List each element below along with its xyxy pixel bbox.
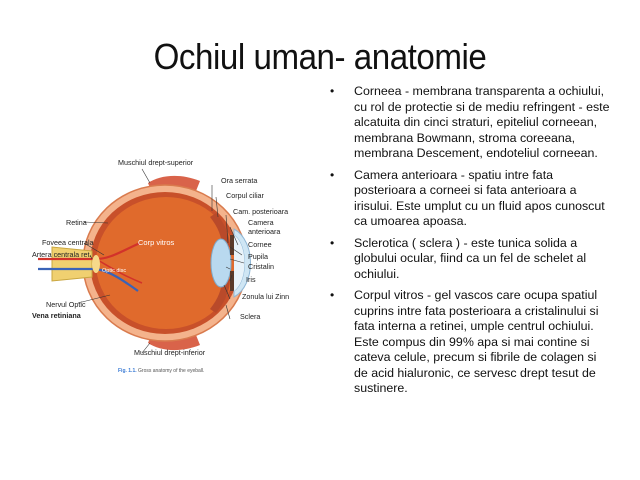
lens-shape (211, 239, 231, 287)
list-item (328, 168, 610, 230)
bullet-list (328, 84, 610, 403)
label-inferior-rectus: Muschiul drept-inferior (134, 348, 206, 357)
label-sclera: Sclera (240, 312, 261, 321)
label-superior-rectus: Muschiul drept-superior (118, 158, 194, 167)
bullet-text: Camera anterioara - spatiu intre fata posterioara a corneei si fata anterioara a irisului. Este umplut cu un fluid apos cunoscut ca umoarea apoasa. (354, 167, 605, 228)
list-item (328, 84, 610, 162)
label-optic-disc: Optic disc (102, 268, 127, 274)
optic-disc-shape (92, 255, 100, 273)
label-lens: Cristalin (248, 262, 274, 271)
label-iris: Iris (246, 275, 256, 284)
label-optic-nerve: Nervul Optic (46, 300, 86, 309)
slide-title: Ochiul uman- anatomie (153, 36, 487, 77)
label-ciliary-body: Corpul ciliar (226, 191, 264, 200)
figure-caption (118, 368, 204, 374)
label-retinal-vein: Vena retiniana (32, 311, 81, 320)
bullet-icon: • (330, 288, 335, 302)
bullet-text: Corneea - membrana transparenta a ochiului, cu rol de protectie si de mediu refringent - este alcatuita din cinci straturi, epiteliul corneean, membrana Bowmann, stroma coreeana, membrana Descement, endoteliul corneean. (354, 84, 610, 160)
caption-fig-number: Fig. 1.1. (118, 368, 137, 374)
label-posterior-chamber: Cam. posterioara (233, 207, 289, 216)
list-item (328, 288, 610, 397)
bullet-text: Corpul vitros - gel vascos care ocupa spatiul cuprins intre fata posterioara a cristalinului si fata interna a retinei, umple centrul ochiului. Este compus din 99% apa si mai contine si cateva celule, precum si fibrile de colagen si de acid hialuronic, ce servesc drept tesut de sustinere. (354, 288, 599, 395)
bullet-icon: • (330, 235, 335, 250)
label-retina: Retina (66, 218, 87, 227)
label-cornea: Cornee (248, 240, 272, 249)
label-vitreous: Corp vitros (138, 238, 175, 247)
label-fovea: Foveea centrala (42, 238, 94, 247)
bullet-text: Sclerotica ( sclera ) - este tunica solida a globului ocular, fiind ca un fel de schelet al ochiului. (354, 235, 587, 281)
label-ora-serrata: Ora serrata (221, 176, 258, 185)
iris-top (230, 235, 234, 255)
label-camera: Camera (248, 218, 274, 227)
caption-text: Gross anatomy of the eyeball. (138, 368, 205, 374)
label-pupil: Pupila (248, 252, 268, 261)
bullet-icon: • (330, 167, 335, 182)
label-central-artery: Artera centrala ret. (32, 250, 92, 259)
label-zonule: Zonula lui Zinn (242, 292, 290, 301)
eye-diagram (30, 155, 322, 375)
bullet-icon: • (330, 84, 335, 98)
list-item (328, 236, 610, 283)
eye-anatomy-figure (30, 155, 322, 375)
label-anterioara: anterioara (248, 227, 281, 236)
iris-bottom (230, 271, 234, 291)
